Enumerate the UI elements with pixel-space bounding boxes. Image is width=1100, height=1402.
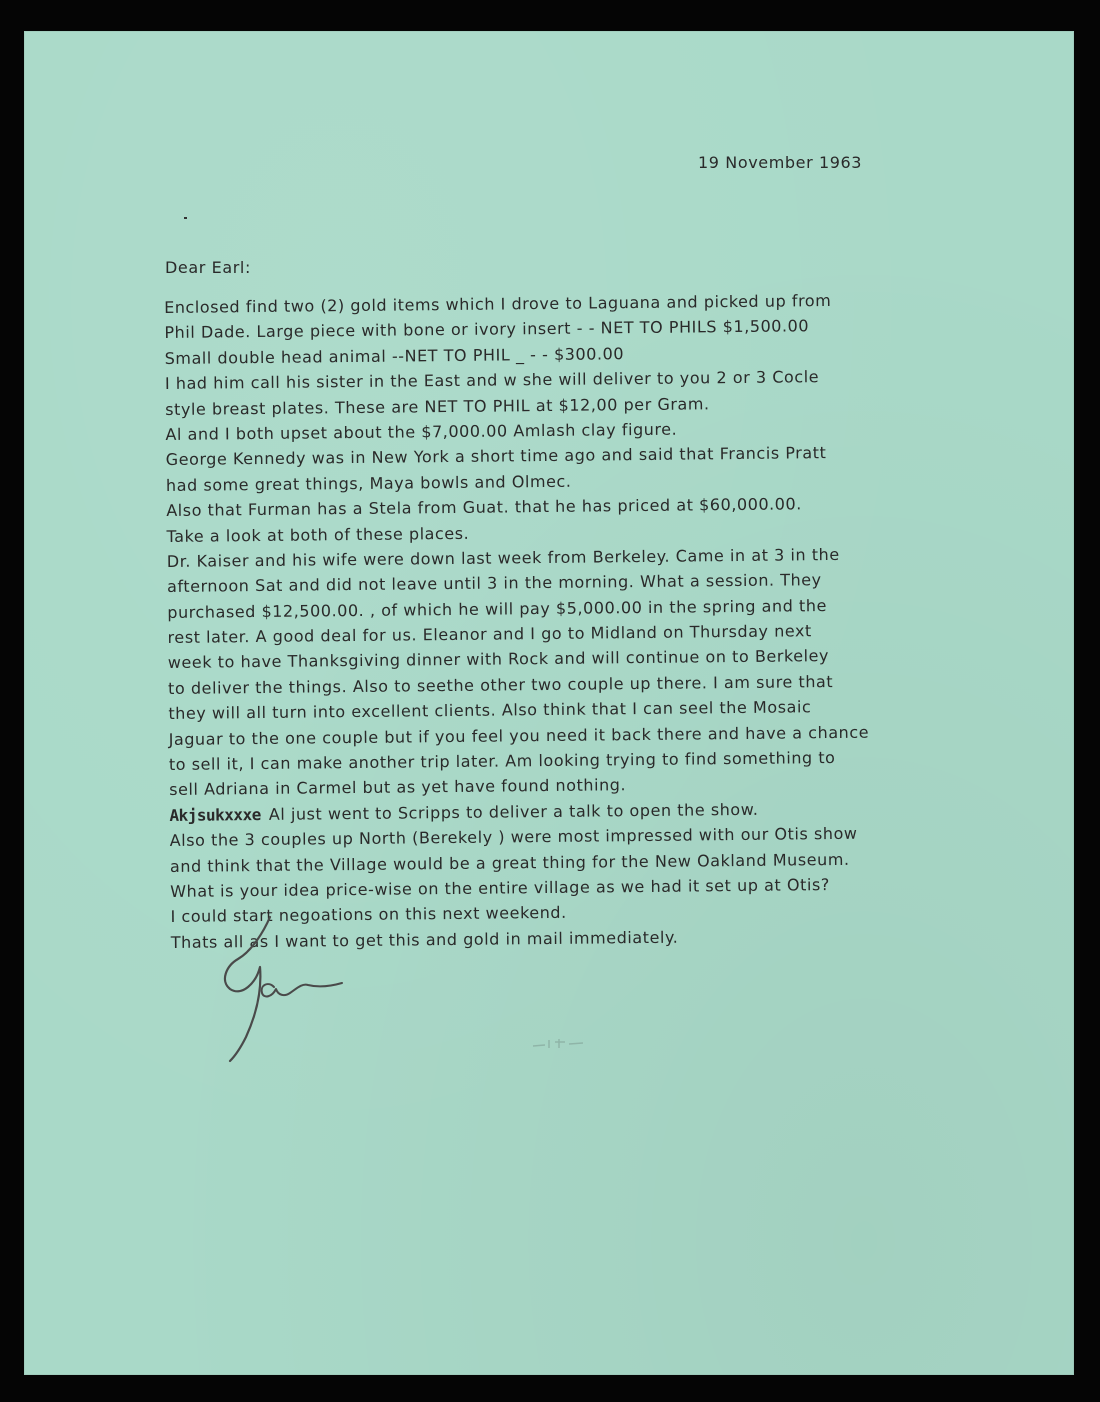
body-line: Also that Furman has a Stela from Guat. that he has priced at $60,000.00. bbox=[166, 494, 802, 521]
letter-page bbox=[24, 31, 1074, 1375]
body-line: Jaguar to the one couple but if you feel you need it back there and have a chance bbox=[168, 722, 870, 749]
struck-out-text: Akjsukxxxe bbox=[169, 804, 261, 825]
body-line: Phil Dade. Large piece with bone or ivory insert - - NET TO PHILS $1,500.00 bbox=[164, 316, 810, 343]
body-line: sell Adriana in Carmel but as yet have found nothing. bbox=[169, 775, 627, 800]
body-line: had some great things, Maya bowls and Olmec. bbox=[165, 471, 572, 495]
body-line: Thats all as I want to get this and gold in mail immediately. bbox=[170, 927, 679, 952]
body-line: George Kennedy was in New York a short time ago and said that Francis Pratt bbox=[165, 443, 827, 470]
body-line: rest later. A good deal for us. Eleanor and I go to Midland on Thursday next bbox=[167, 621, 812, 648]
handwritten-signature bbox=[212, 911, 362, 1071]
body-line: Al and I both upset about the $7,000.00 Amlash clay figure. bbox=[165, 419, 678, 444]
body-line: and think that the Village would be a great thing for the New Oakland Museum. bbox=[169, 849, 850, 876]
stray-ink-mark bbox=[184, 217, 187, 219]
body-line: What is your idea price-wise on the entire village as we had it set up at Otis? bbox=[170, 875, 830, 901]
body-line: Take a look at both of these places. bbox=[166, 523, 470, 546]
body-line: afternoon Sat and did not leave until 3 in the morning. What a session. They bbox=[166, 570, 822, 597]
body-line: they will all turn into excellent clients. Also think that I can seel the Mosaic bbox=[168, 697, 812, 724]
body-line-text: Al just went to Scripps to deliver a talk to open the show. bbox=[268, 799, 759, 824]
letter-body bbox=[164, 286, 1001, 955]
body-line: Also the 3 couples up North (Berekely ) were most impressed with our Otis show bbox=[169, 823, 858, 851]
body-line: Dr. Kaiser and his wife were down last week from Berkeley. Came in at 3 in the bbox=[166, 544, 840, 571]
body-line: purchased $12,500.00. , of which he will pay $5,000.00 in the spring and the bbox=[167, 595, 828, 622]
body-line: style breast plates. These are NET TO PHIL at $12,00 per Gram. bbox=[165, 393, 710, 419]
body-line: to sell it, I can make another trip later. Am looking trying to find something to bbox=[168, 748, 836, 775]
faint-stamp-mark bbox=[529, 1036, 589, 1050]
body-line: Small double head animal --NET TO PHIL _ - - $300.00 bbox=[164, 343, 625, 368]
salutation: Dear Earl: bbox=[165, 258, 251, 277]
body-line: week to have Thanksgiving dinner with Rock and will continue on to Berkeley bbox=[167, 646, 830, 673]
letter-date: 19 November 1963 bbox=[698, 153, 863, 172]
body-line: to deliver the things. Also to seethe other two couple up there. I am sure that bbox=[168, 671, 834, 698]
body-line: I could start negoations on this next weekend. bbox=[170, 903, 567, 927]
body-line: I had him call his sister in the East and w she will deliver to you 2 or 3 Cocle bbox=[164, 367, 820, 394]
body-line: Enclosed find two (2) gold items which I drove to Laguana and picked up from bbox=[164, 291, 832, 317]
